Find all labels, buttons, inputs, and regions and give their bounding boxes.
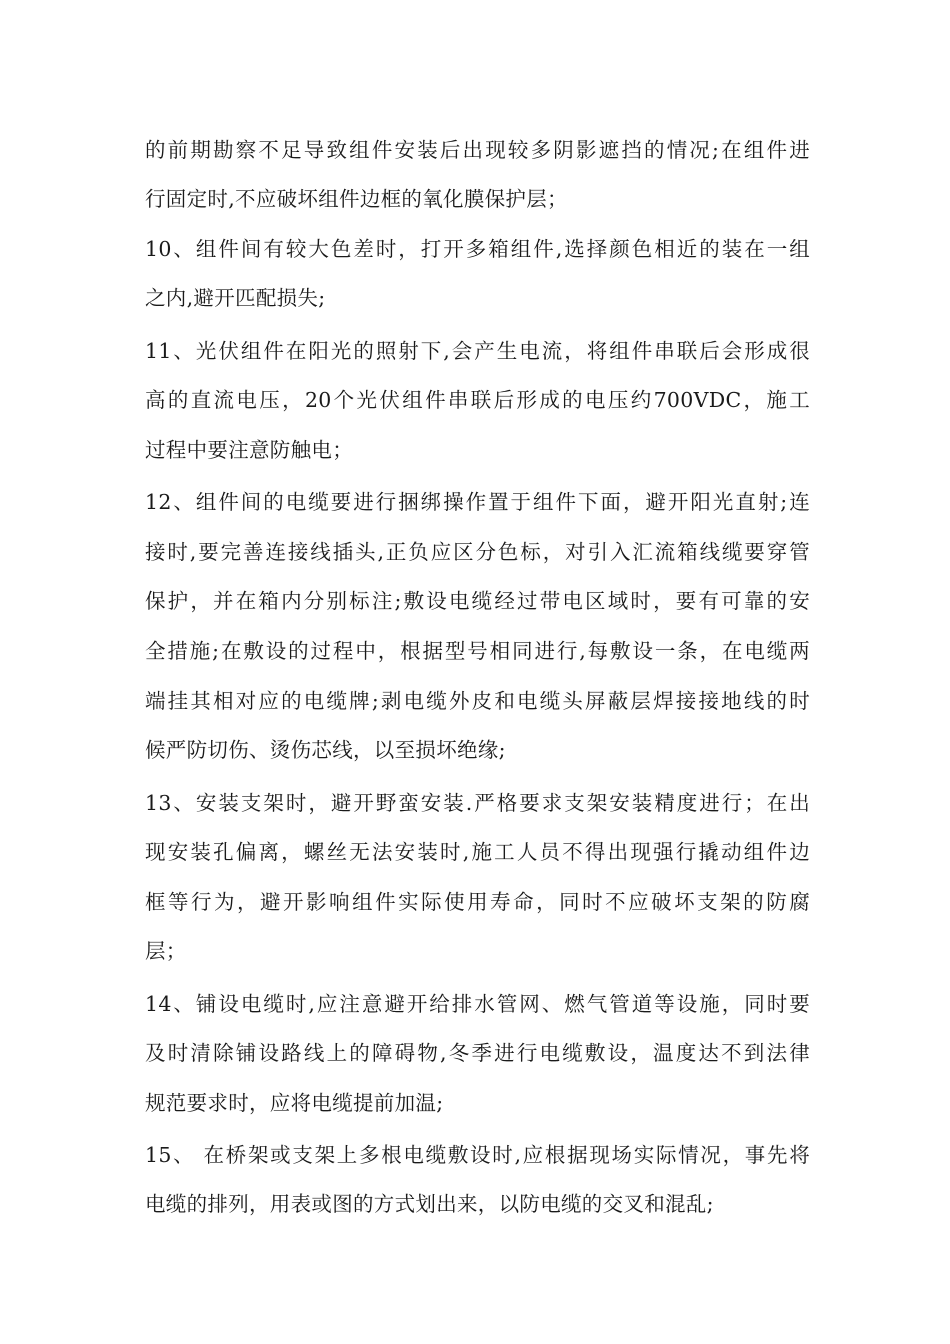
text-line: 行固定时,不应破坏组件边框的氧化膜保护层；: [145, 187, 568, 211]
text-line: 层；: [145, 939, 187, 963]
text-line: 14、铺设电缆时,应注意避开给排水管网、燃气管道等设施，同时要: [145, 992, 810, 1016]
text-line: 现安装孔偏离，螺丝无法安装时,施工人员不得出现强行撬动组件边: [145, 840, 810, 864]
text-line: 电缆的排列，用表或图的方式划出来，以防电缆的交叉和混乱;: [145, 1192, 714, 1216]
text-line: 13、安装支架时，避开野蛮安装.严格要求支架安装精度进行；在出: [145, 791, 810, 815]
text-line: 接时,要完善连接线插头,正负应区分色标，对引入汇流箱线缆要穿管: [145, 540, 810, 564]
text-line: 10、组件间有较大色差时，打开多箱组件,选择颜色相近的装在一组: [145, 237, 810, 261]
text-line: 之内,避开匹配损失;: [145, 286, 326, 310]
text-line: 框等行为，避开影响组件实际使用寿命，同时不应破坏支架的防腐: [145, 890, 810, 914]
text-line: 候严防切伤、烫伤芯线，以至损坏绝缘;: [145, 738, 506, 762]
text-line: 的前期勘察不足导致组件安装后出现较多阴影遮挡的情况;在组件进: [145, 138, 810, 162]
text-line: 全措施;在敷设的过程中，根据型号相同进行,每敷设一条，在电缆两: [145, 639, 810, 663]
text-line: 12、组件间的电缆要进行捆绑操作置于组件下面，避开阳光直射;连: [145, 490, 810, 514]
text-line: 高的直流电压，20个光伏组件串联后形成的电压约700VDC，施工: [145, 388, 810, 412]
text-line: 11、光伏组件在阳光的照射下,会产生电流，将组件串联后会形成很: [145, 339, 810, 363]
text-line: 规范要求时，应将电缆提前加温;: [145, 1091, 444, 1115]
text-line: 及时清除铺设路线上的障碍物,冬季进行电缆敷设，温度达不到法律: [145, 1041, 810, 1065]
text-line: 15、 在桥架或支架上多根电缆敷设时,应根据现场实际情况，事先将: [145, 1143, 810, 1167]
text-line: 过程中要注意防触电；: [145, 438, 353, 462]
text-line: 保护，并在箱内分别标注;敷设电缆经过带电区域时，要有可靠的安: [145, 589, 810, 613]
text-line: 端挂其相对应的电缆牌;剥电缆外皮和电缆头屏蔽层焊接接地线的时: [145, 689, 810, 713]
